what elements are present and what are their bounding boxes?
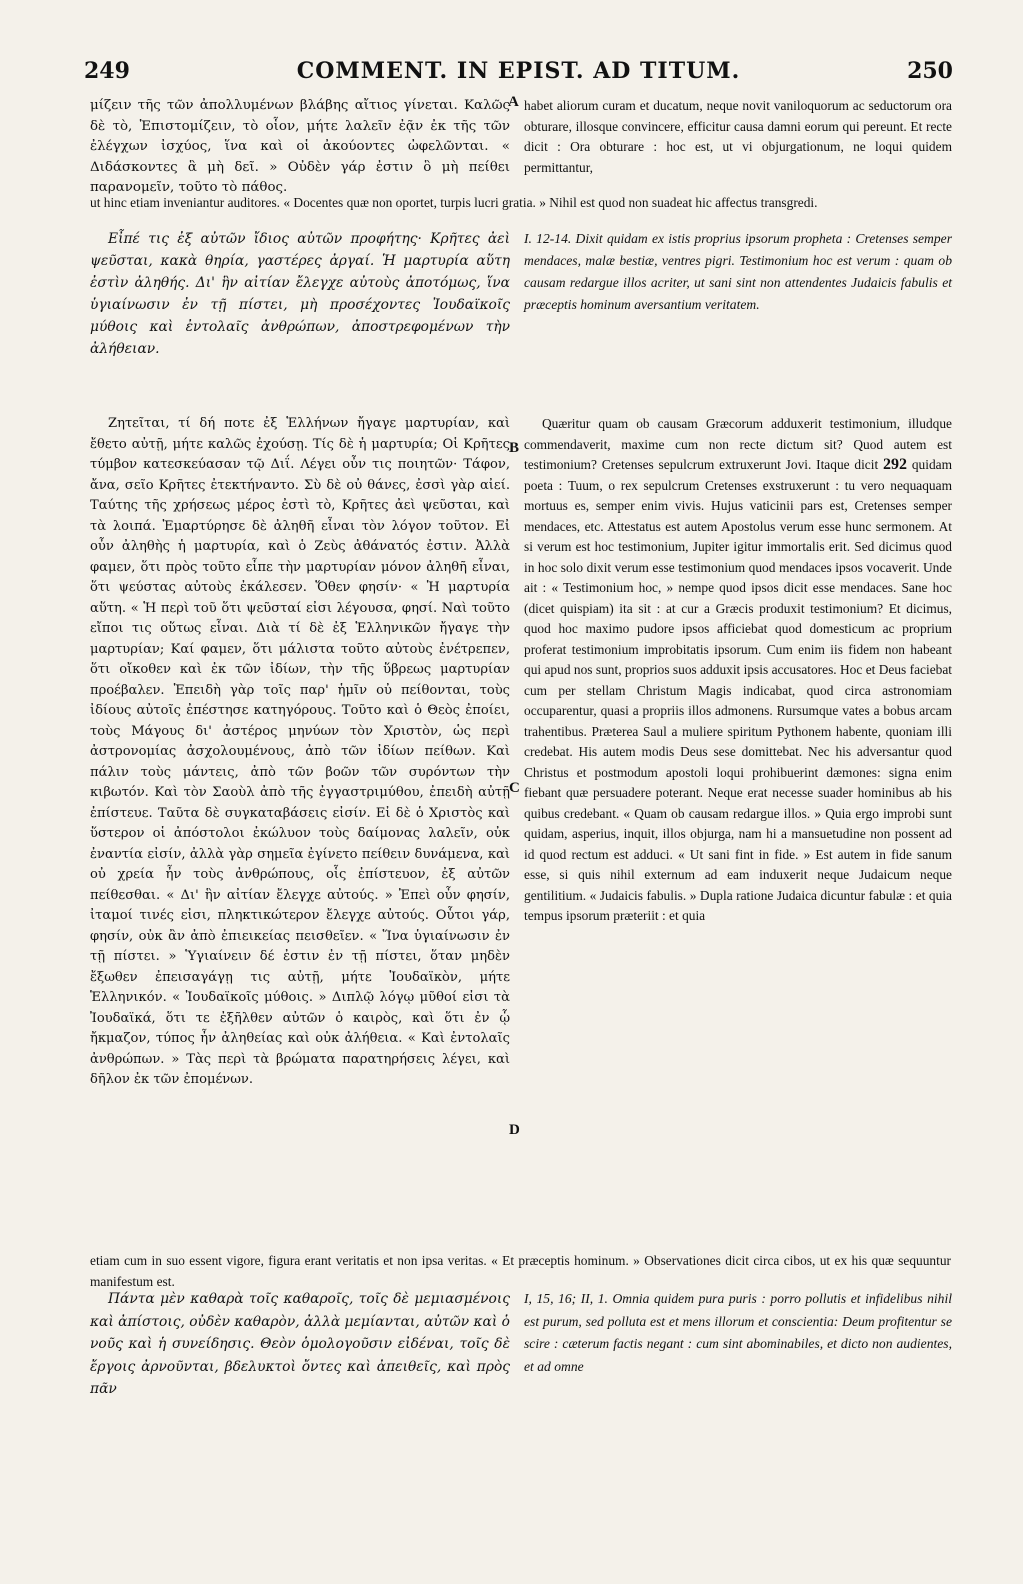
margin-marker-d: D bbox=[509, 1122, 520, 1138]
verse2-latin-text: I, 15, 16; II, 1. Omnia quidem pura puris : porro pollutis et infidelibus nihil est purum, sed polluta est et mens illorum et conscientia: Deum profitentur se scire : cæterum factis negant : cum sint abominabiles, et dicto non audientes, et ad omne bbox=[524, 1291, 952, 1374]
main-latin-text-b: quidam poeta : Tuum, o rex sepulcrum Cretenses exstruxerunt : tu vero nequaquam mortuus es, semper enim vivis. Hujus vaticinii pars est, Cretenses semper mendaces, etc. Attestatus est autem Apostolus verum esse hunc sermonem. At si verum est hoc testimonium, Jupiter igitur immortalis erit. Sed dicimus quod in hoc solo dixit verum esse testimonium quod mendaces ipsos vocaverit. Unde ait : « Testimonium hoc, » nempe quod ipsos dicit esse mendaces. Sane hoc (dicet quispiam) ita sit : at cur a Græcis produxit testimonium? Et dicimus, quod hoc maximo pudore ipsos afficiebat quod domesticum ac proprium proferat testimonium improbitatis ipsorum. Cum enim iis fidem non habeant qui apud nos sunt, proprios suos adduxit ipsis accusatores. Hoc et Deus faciebat cum per stellam Christum Magis indicabat, quod circa astronomiam occuparentur, quasi a propriis illos admonens. Rursumque vates a bobus arcam trahentibus. Præterea Saul a muliere spiritum Pythonem habente, quoniam illi credebat. His autem modis Deus sese domittebat. Nec his adversantur quod Christus et postmodum apostoli loqui prohibuerint dæmones: signa enim fiebant quæ persuadere poterant. Neque erat necesse suader hominibus ab his quibus credebant. « Quam ob causam redargue illos. » Quia ergo improbi sunt quidam, asperius, inquit, illos objurga, nam hi a mansuetudine non possent ad id quod rectum est adduci. « Ut sani fint in fide. » Est autem in fide sanum esse, si quis nihil externum ad eam induxerit neque Judaicum neque gentilitium. « Judaicis fabulis. » Dupla ratione Judaica dicuntur fabulæ : et quia tempus ipsorum præteriit : et quia bbox=[524, 457, 952, 923]
verse1-greek-column bbox=[90, 228, 510, 408]
running-title: COMMENT. IN EPIST. AD TITUM. bbox=[296, 58, 741, 84]
full-width-paragraph-2 bbox=[90, 1238, 951, 1289]
margin-marker-b: B bbox=[509, 440, 520, 456]
main-latin-column bbox=[524, 414, 952, 1232]
full-width-paragraph-1 bbox=[90, 180, 951, 222]
margin-marker-a: A bbox=[508, 94, 519, 110]
verse2-latin-column bbox=[524, 1288, 952, 1428]
margin-marker-c: C bbox=[509, 780, 520, 796]
top-latin-column bbox=[524, 96, 952, 178]
full-width-text-1: ut hinc etiam inveniantur auditores. « Docentes quæ non oportet, turpis lucri gratia. » Nihil est quod non suadeat hic affectus transgredi. bbox=[90, 195, 818, 211]
top-greek-text: μίζειν τῆς τῶν ἀπολλυμένων βλάβης αἴτιος γίνεται. Καλῶς δὲ τὸ, Ἐπιστομίζειν, τὸ οἷον, μήτε λαλεῖν ἐᾷν ἐκ τῆς τῶν ἐλέγχων ἰσχύος, ἵνα καὶ οἱ ἀκούοντες ὠφελῶνται. « Διδάσκοντες ἃ μὴ δεῖ. » Οὐδὲν γάρ ἐστιν ὃ μὴ πείθει παρανομεῖν, τοῦτο τὸ πάθος. bbox=[90, 98, 510, 195]
verse2-greek-text: Πάντα μὲν καθαρὰ τοῖς καθαροῖς, τοῖς δὲ μεμιασμένοις καὶ ἀπίστοις, οὐδὲν καθαρὸν, ἀλλὰ μεμίανται, αὐτῶν καὶ ὁ νοῦς καὶ ἡ συνείδησις. Θεὸν ὁμολογοῦσιν εἰδέναι, τοῖς δὲ ἔργοις ἀρνοῦνται, βδελυκτοὶ ὄντες καὶ ἀπειθεῖς, καὶ πρὸς πᾶν bbox=[90, 1291, 510, 1397]
top-greek-column bbox=[90, 96, 510, 195]
page-number-left: 249 bbox=[84, 58, 130, 84]
verse1-greek-text: Εἶπέ τις ἐξ αὐτῶν ἴδιος αὐτῶν προφήτης· Κρῆτες ἀεὶ ψεῦσται, κακὰ θηρία, γαστέρες ἀργαί. Ἡ μαρτυρία αὕτη ἐστὶν ἀληθής. Δι' ἣν αἰτίαν ἔλεγχε αὐτοὺς ἀποτόμως, ἵνα ὑγιαίνωσιν ἐν τῇ πίστει, μὴ προσέχοντες Ἰουδαϊκοῖς μύθοις καὶ ἐντολαῖς ἀνθρώπων, ἀποστρεφομένων τὴν ἀλήθειαν. bbox=[90, 231, 510, 357]
running-header bbox=[84, 58, 953, 88]
main-greek-text: Ζητεῖται, τί δή ποτε ἐξ Ἑλλήνων ἤγαγε μαρτυρίαν, καὶ ἔθετο αὐτῇ, μήτε καλῶς ἐχούσῃ. Τίς δὲ ἡ μαρτυρία; Οἱ Κρῆτες τύμβον κατεσκεύασαν τῷ Διΐ. Λέγει οὖν τις ποιητῶν· Τάφον, ἄνα, σεῖο Κρῆτες ἐτεκτήναντο. Σὺ δὲ οὐ θάνες, ἐσσὶ γὰρ αἰεί. Ταύτης τῆς χρήσεως μέρος ἐστὶ τὸ, Κρῆτες ἀεὶ ψεῦσται, καὶ τὰ λοιπά. Ἐμαρτύρησε δὲ ἀληθῆ εἶναι τὸν λόγον τοῦτον. Εἰ οὖν ἀληθὴς ἡ μαρτυρία, καὶ ὁ Ζεὺς ἀθάνατός ἐστιν. Ἀλλὰ φαμεν, ὅτι πρὸς τοῦτο εἶπε τὴν μαρτυρίαν μόνον ἀληθῆ εἶναι, ὅτι ψεύστας αὐτοὺς ἐκάλεσεν. Ὅθεν φησίν· « Ἡ μαρτυρία αὕτη. « Ἡ περὶ τοῦ ὅτι ψεῦσταί εἰσι λέγουσα, φησί. Ναὶ τοῦτο εἴποι τις οὕτως εἶναι. Διὰ τί δὲ ἐξ Ἑλληνικῶν ἤγαγε τὴν μαρτυρίαν; Καί φαμεν, ὅτι μάλιστα τοῦτο αὐτοὺς ἐνέτρεπεν, ὅτι οἴκοθεν καὶ ἐκ τῶν ἰδίων, τὴν τῆς ὕβρεως μαρτυρίαν προέβαλεν. Ἐπειδὴ γὰρ τοῖς παρ' ἡμῖν οὐ πείθονται, τοὺς ἰδίους αὐτοῖς ἐπέστησε κατηγόρους. Τοῦτο καὶ ὁ Θεὸς ἐποίει, τοὺς Μάγους δι' ἀστέρος μηνύων τὸν Χριστὸν, ὡς περὶ ἀστρονομίας ἀσχολουμένους, ἀπὸ τῶν ἰδίων πείθων. Καὶ πάλιν τοὺς μάντεις, ἀπὸ τῶν βοῶν τῶν συρόντων τὴν κιβωτόν. Καὶ τὸν Σαοὺλ ἀπὸ τῆς ἐγγαστριμύθου, ἐπειδὴ αὐτῇ ἐπίστευε. Ταῦτα δὲ συγκαταβάσεις εἰσίν. Εἰ δὲ ὁ Χριστὸς καὶ ὕστερον οἱ ἀπόστολοι ἐκώλυον τοὺς δαίμονας λαλεῖν, οὐκ ἐναντία εἰσίν, ἀλλὰ γὰρ σημεῖα ἐγίνετο πείθειν δυνάμενα, καὶ οὐ χρεία ἦν τοὺς ἀνθρώπους, οἷς ἐπίστευον, ἐξ αὐτῶν πείθεσθαι. « Δι' ἣν αἰτίαν ἔλεγχε αὐτούς. » Ἐπεὶ οὖν φησίν, ἰταμοί τινές εἰσι, πληκτικώτερον ἔλεγχε αὐτούς. Οὗτοι γάρ, φησίν, οὐκ ἂν ἀπὸ ἐπιεικείας πεισθεῖεν. « Ἵνα ὑγιαίνωσιν ἐν τῇ πίστει. » Ὑγιαίνειν δέ ἐστιν ἐν τῇ πίστει, ὅταν μηδὲν ἔξωθεν ἐπεισαγάγῃ τις αὐτῇ, μήτε Ἰουδαϊκὸν, μήτε Ἑλληνικόν. « Ἰουδαϊκοῖς μύθοις. » Διπλῷ λόγῳ μῦθοί εἰσι τὰ Ἰουδαϊκά, ὅτι τε ἐξῆλθεν αὐτῶν ὁ καιρὸς, καὶ ὅτι ἐν ᾧ ἤκμαζον, τύπος ἦν ἀληθείας καὶ οὐκ ἀλήθεια. « Καὶ ἐντολαῖς ἀνθρώπων. » Τὰς περὶ τὰ βρώματα παρατηρήσεις λέγει, καὶ δῆλον ἐκ τῶν ἐπομένων. bbox=[90, 416, 510, 1087]
full-width-text-2: etiam cum in suo essent vigore, figura erant veritatis et non ipsa veritas. « Et præceptis hominum. » Observationes dicit circa cibos, ut ex his quæ sequuntur manifestum est. bbox=[90, 1253, 951, 1289]
verse1-latin-column bbox=[524, 228, 952, 408]
verse1-latin-text: I. 12-14. Dixit quidam ex istis proprius ipsorum propheta : Cretenses semper mendaces, malæ bestiæ, ventres pigri. Testimonium hoc est verum : quam ob causam redargue illos acriter, ut sani sint non attendentes Judaicis fabulis et præceptis hominum aversantium veritatem. bbox=[524, 231, 952, 312]
main-latin-text bbox=[524, 414, 952, 927]
main-latin-text-a: Quæritur quam ob causam Græcorum adduxerit testimonium, illudque commendaverit, maxime cum non recte dictum sit? Quod autem est testimonium? Cretenses sepulcrum extruxerunt Jovi. Itaque dicit bbox=[524, 416, 952, 472]
column-number: 292 bbox=[883, 456, 908, 473]
page-number-right: 250 bbox=[907, 58, 953, 84]
main-greek-column bbox=[90, 414, 510, 1232]
top-latin-text: habet aliorum curam et ducatum, neque novit vaniloquorum ac seductorum ora obturare, illosque convincere, efficitur causa damni eorum qui pereunt. Et recte dicit : Ora obturare : hoc est, ut vi objurgationum, ne loqui quidem permittantur, bbox=[524, 98, 952, 175]
verse2-greek-column bbox=[90, 1288, 510, 1428]
